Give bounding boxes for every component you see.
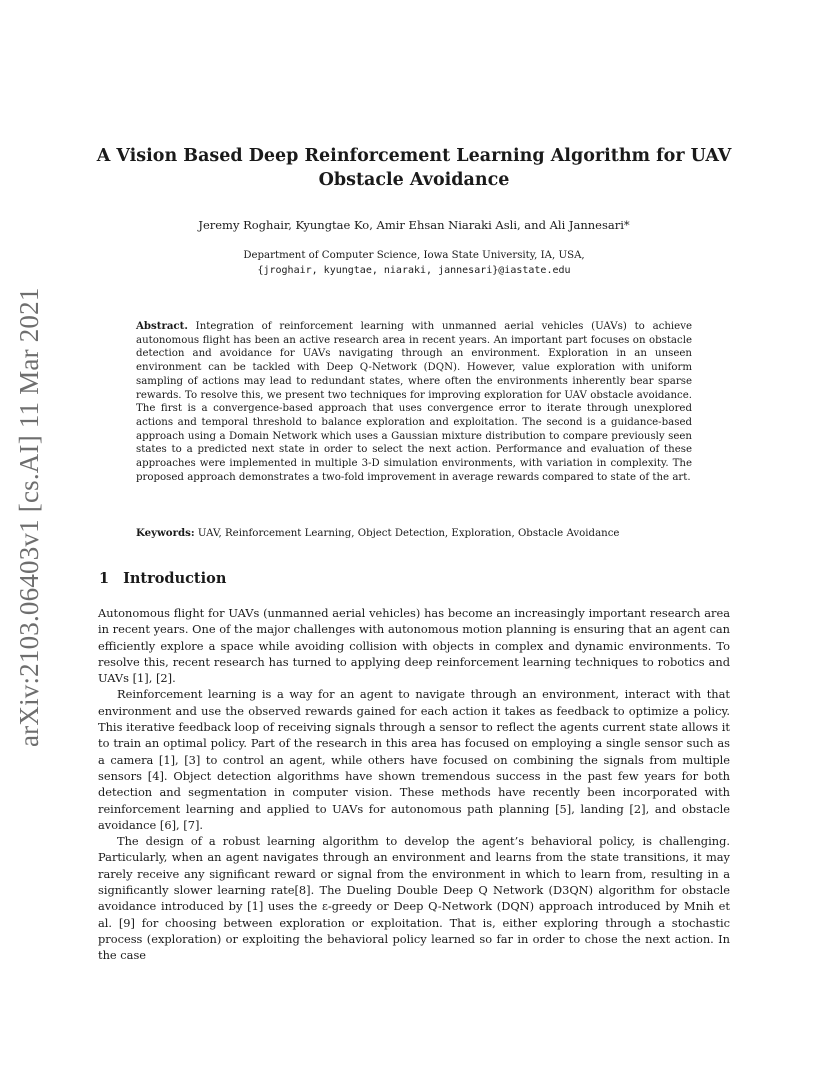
section-number: 1 <box>99 570 110 587</box>
abstract-text: Integration of reinforcement learning with unmanned aerial vehicles (UAVs) to achieve autonomous flight has been an active research area in recent years. An important part focuses on obstacle detection and avoidance for UAVs navigating through an environment. Exploration in an unseen environment can be tackled with Deep Q-Network (DQN). However, value exploration with uniform sampling of actions may lead to redundant states, where often the environments inherently bear sparse rewards. To resolve this, we present two techniques for improving exploration for UAV obstacle avoidance. The first is a convergence-based approach that uses convergence error to iterate through unexplored actions and temporal threshold to balance exploration and exploitation. The second is a guidance-based approach using a Domain Network which uses a Gaussian mixture distribution to compare previously seen states to a predicted next state in order to select the next action. Performance and evaluation of these approaches were implemented in multiple 3-D simulation environments, with variation in complexity. The proposed approach demonstrates a two-fold improvement in average rewards compared to state of the art. <box>136 321 692 483</box>
paper-title: A Vision Based Deep Reinforcement Learning Algorithm for UAV Obstacle Avoidance <box>96 146 732 190</box>
keywords-text: UAV, Reinforcement Learning, Object Detection, Exploration, Obstacle Avoidance <box>197 528 620 539</box>
abstract <box>136 320 692 484</box>
keywords <box>136 527 692 539</box>
section-heading <box>99 570 226 587</box>
keywords-label: Keywords: <box>136 527 195 539</box>
arxiv-identifier-text: arXiv:2103.06403v1 [cs.AI] 11 Mar 2021 <box>14 287 44 747</box>
author-emails: {jroghair, kyungtae, niaraki, jannesari}@iastate.edu <box>257 265 571 276</box>
introduction-body <box>98 605 730 964</box>
affiliation: Department of Computer Science, Iowa State University, IA, USA, <box>243 250 585 261</box>
affiliation-block <box>60 248 768 278</box>
section-title: Introduction <box>123 570 227 587</box>
paragraph-2: Reinforcement learning is a way for an agent to navigate through an environment, interact with that environment and use the observed rewards gained for each action it takes as feedback to optimize a policy. This iterative feedback loop of receiving signals through a sensor to reflect the agents current state allows it to train an optimal policy. Part of the research in this area has focused on employing a single sensor such as a camera [1], [3] to control an agent, while others have focused on combining the signals from multiple sensors [4]. Object detection algorithms have shown tremendous success in the past few years for both detection and segmentation in computer vision. These methods have recently been incorporated with reinforcement learning and applied to UAVs for autonomous path planning [5], landing [2], and obstacle avoidance [6], [7]. <box>98 687 730 832</box>
abstract-label: Abstract. <box>136 320 188 332</box>
paragraph-1: Autonomous flight for UAVs (unmanned aerial vehicles) has become an increasingly important research area in recent years. One of the major challenges with autonomous motion planning is ensuring that an agent can efficiently explore a space while avoiding collision with objects in complex and dynamic environments. To resolve this, recent research has turned to applying deep reinforcement learning techniques to robotics and UAVs [1], [2]. <box>98 606 730 686</box>
paragraph-3: The design of a robust learning algorithm to develop the agent’s behavioral policy, is challenging. Particularly, when an agent navigates through an environment and learns from the state transitions, it may rarely receive any significant reward or signal from the environment in which to learn from, resulting in a significantly slower learning rate[8]. The Dueling Double Deep Q Network (D3QN) algorithm for obstacle avoidance introduced by [1] uses the ε-greedy or Deep Q-Network (DQN) approach introduced by Mnih et al. [9] for choosing between exploration or exploitation. That is, either exploring through a stochastic process (exploration) or exploiting the behavioral policy learned so far in order to chose the next action. In the case <box>98 834 730 963</box>
author-list: Jeremy Roghair, Kyungtae Ko, Amir Ehsan Niaraki Asli, and Ali Jannesari* <box>198 218 630 232</box>
